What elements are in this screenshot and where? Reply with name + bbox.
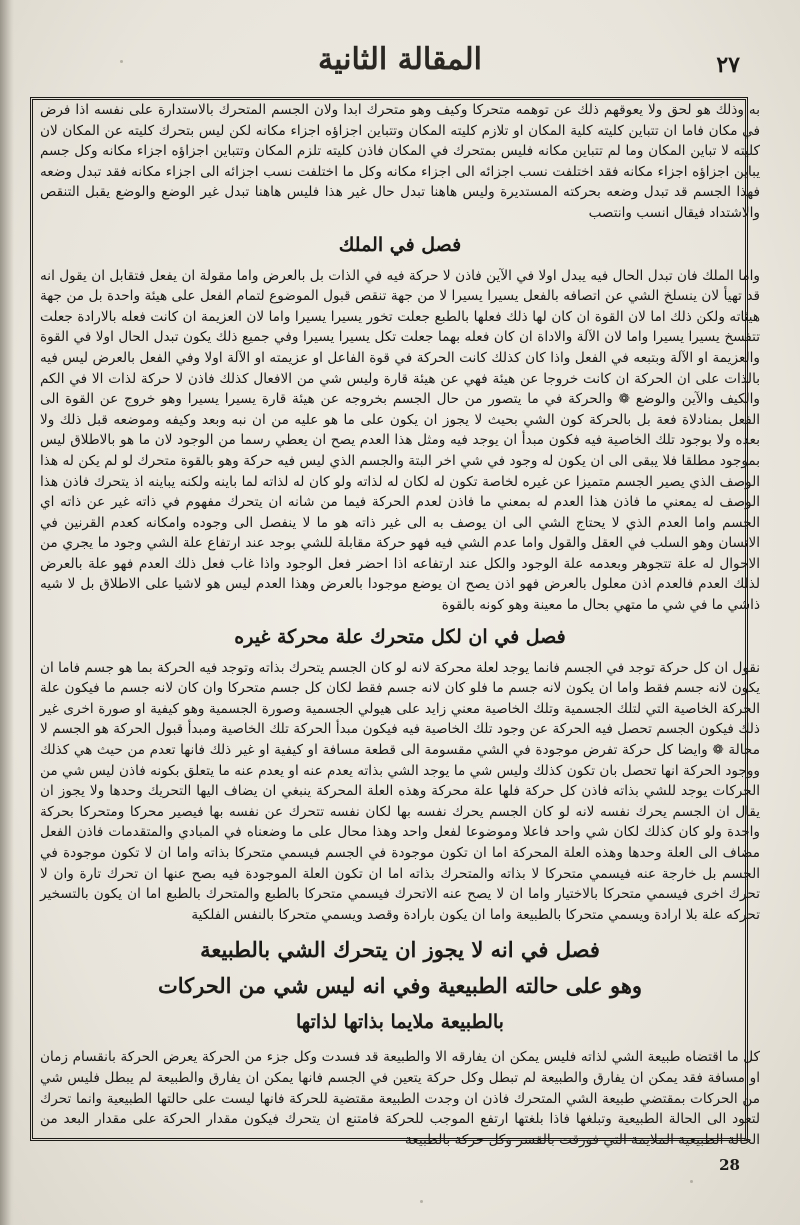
main-text [40,100,760,1148]
section-heading-kingship: فصل في الملك [338,233,462,256]
section-heading-natural-motion-line-3: بالطبيعة ملايما بذاتها لذاتها [296,1011,504,1034]
section-heading-natural-motion-line-2: وهو على حالته الطبيعية وفي انه ليس شي من الحركات [157,973,643,999]
running-head [60,38,740,88]
section-heading-natural-motion-line-1: فصل في انه لا يجوز ان يتحرك الشي بالطبيعة [200,937,600,963]
paper-speck [420,1200,423,1203]
page-binding-shadow [0,0,14,1225]
page-number-bottom: 28 [719,1156,740,1174]
paper-speck [690,1180,693,1183]
page-number-top: ٢٧ [716,52,740,78]
section-paragraph: واما الملك فان تبدل الحال فيه يبدل اولا في الآين فاذن لا حركة فيه في الذات بل بالعرض واما مقولة ان يفعل فتقابل ان يقول انه قد تهيأ لان ينسلخ الشي عن اتصافه بالفعل يسيرا يسيرا لا من جهة تنقص قبول الموضوع لتمام الفعل على هيئة واحدة بل من جهة هيئاته ولكن ذلك اما لان القوة ان كان لها ذلك فعلها بالطبع جعلت تخور يسيرا يسيرا واما لان العزيمة ان كانت فعله بالارادة جعلت تتفسخ يسيرا يسيرا واما لان الآلة والاداة ان كان فعله بهما جعلت تكل يسيرا يسيرا وفي جميع ذلك يكون تبدل الحال اولا في القوة والعزيمة او الآلة وبتبعه في الفعل واذا كان كذلك كانت الحركة في قوة الفاعل او عزيمته او الآلة اولا وفي الفعل بالعرض ليس فيه بالذات على ان الحركة ان كانت خروجا عن هيئة فهي عن هيئة قارة وليس شي من الافعال كذلك فاذن لا حركة لذات الا في الكم والكيف والآين والوضع ❁ والحركة في ما يتصور من حال الجسم بخروجه عن هيئة قارة يسيرا يسيرا وهو خروج عن القوة الى الفعل بمنادلاة فعة بل بالحركة كون الشي بحيث لا يجوز ان يكون على ما هو عليه من ان نبه وبعد وكيفه وموضعه قبل ذلك ولا بعده ولا بوجود تلك الخاصية فيه فكون مبدأ ان يوجد فيه ومثل هذا العدم يصح ان يعطي رسما من الوجود لان ما هو بالاطلاق ليس بموجود مطلقا فلا يبقى الى ان يكون له وجود في شي اخر البتة والجسم الذي ليس فيه حركة وهو بالقوة متحرك لو لم يكن له هذا الوصف الذي يصير الجسم متميزا عن غيره لخاصة تكون له لكان له لذاته ولو كان له لذاته لما باينه ولكنه يباينه اذ يتحرك فاذن هذا الوصف له يمعني ما فاذن هذا العدم له بمعني ما فاذن لعدم الحركة فيما من شانه ان يتحرك مفهوم في ذاته غير عن ذاته اي الجسم واما العدم الذي لا يحتاج الشي الى ان يوصف به الى غير ذاته هو ما لا ينفصل الى وجوده وامكانه كعدم القرنين في الانسان وهو السلب في العقل والقول واما عدم الشي فيه فهو حركة مقابلة للشي بوجد عند ارتفاع علة الشي وجود ما يجري من الاحوال له علة تتجوهر وبعدمه علة الوجود والكل عند ارتفاعه اذا احضر فعل الوجود واذا غاب فعل ذلك العدم فهو علة بالعرض لذلك العدم فالعدم اذن معلول بالعرض فهو اذن يصح ان يوضع موجودا بالعرض وهذا العدم ليس هو لاشيا على الاطلاق بل لا شيه ذاشي ما في شي ما متهي بحال ما معينة وهو كونه بالقوة [40,267,760,614]
intro-paragraph: به وذلك هو لحق ولا يعوقهم ذلك عن توهمه متحركا وكيف وهو متحرك ابدا ولان الجسم المتحرك بالاستدارة على نفسه اذا فرض في مكان فاما ان تتباين كليته كلية المكان او تلازم كليته المكان وتتباين اجزاؤه اجزاء مكانه لكن ليس بتحرك كليته عن المكان لان كليته لا تباين المكان وما لم تتباين مكانه فليس بمتحرك في المكان فاذن كليته تلزم المكان وتتباين اجزاؤه اجزاء مكانه وكل جسم يباين اجزاؤه اجزاء مكانه فقد اختلفت نسب اجزائه الى اجزاء مكانه وكل ما اختلفت نسب اجزائه الى اجزاء مكانه فقد تبدل وضعه فهذا الجسم قد تبدل وضعه بحركته المستديرة وليس هاهنا تبدل حال غير هذا فليس هاهنا تبدل غير الوضع والوضع يقبل التنقص والاشتداد فيقال انسب وانتصب [40,102,760,221]
running-title: المقالة الثانية [318,42,482,77]
section-paragraph: نقول ان كل حركة توجد في الجسم فانما يوجد لعلة محركة لانه لو كان الجسم يتحرك بذاته وتوجد فيه الحركة بما هو جسم فاما ان يكون لانه جسم فقط واما ان يكون لانه جسم ما فلو كان لانه جسم فقط لكان كل جسم متحركا وان كان لانه جسم ما فيكون علة الحركة الخاصية التي لتلك الجسمية وتلك الخاصية معني زايد على هيولي الجسمية وصورة الجسمية وهو كيفية او صورة اخرى غير ذلك فيكون الجسم تحصل فيه الحركة عن وجود تلك الخاصية فيه فيكون مبدأ الحركة تلك الخاصية ومبدأ قبول الحركة هو الجسم لا محالة ❁ وايضا كل حركة تفرض موجودة في الشي مقسومة الى قطعة مسافة او كيفية او غير ذلك فانها تعدم من حيث هي كذلك ووجود الحركة انها تحصل بان تكون كذلك وليس شي ما يوجد الشي بذاته يعدم عنه او يعدم عنه ما يتعلق بكونه فاذن ليس شي من الحركات يوجد للشي بذاته فاذن كل حركة فلها علة محركة وهذه العلة المحركة ينبغي ان يضاف اليها التحريك وحدها ولا يجوز ان يقال ان الجسم يحرك نفسه لانه لو كان الجسم يحرك نفسه بها لكان نفسه تتحرك عن نفسه بها فيصير محركا ومتحركا بحركة واحدة ولو كان كذلك لكان شي واحد فاعلا وموضوعا لفعل واحد وهذا محال على ما وضعناه في المبادي والمتقدمات فاذن الفعل مضاف الى العلة وحدها وهذه العلة المحركة اما ان تكون موجودة في الجسم فيسمي متحركا بذاته واما ان لا تكون موجودة في الجسم بل خارجة عنه فيسمي متحركا لا بذاته والمتحرك بذاته اما ان تكون العلة الموجودة فيه بصح عنها ان تحرك تارة وان لا تحرك اخرى فيسمي متحركا بالاختيار واما ان لا يصح عنه الاتحرك فيسمي متحركا بالطبع والمتحرك بالطبع اما ان يكون بالتسخير تحركه علة بلا ارادة ويسمي متحركا بالطبيعة واما ان يكون بارادة وقصد ويسمي متحركا بالنفس الفلكية [40,659,760,923]
section-heading-mover-cause: فصل في ان لكل متحرك علة محركة غيره [234,625,566,648]
section-paragraph: كل ما اقتضاه طبيعة الشي لذاته فليس يمكن ان يفارقه الا والطبيعة قد فسدت وكل جزء من الحركة يعرض الحركة بانقسام زمان او مسافة فقد يمكن ان يفارق والطبيعة لم تبطل وكل حركة يتعين في الجسم فانها يمكن ان يفارق والطبيعة لم يبطل فليس شي من الحركات بمقتضي طبيعة الشي المتحرك فاذن ان وجدت الطبيعة مقتضية للحركة فانها ليست على حالتها الطبيعية وانما تحرك لتعود الى الحالة الطبيعية وتبلغها فاذا بلغتها ارتفع الموجب للحركة فامتنع ان يتحرك فيكون مقدار الحركة على مقدار البعد من الحالة الطبيعية الملايمة التي فورقت بالقسر وكل حركة بالطبيعة [40,1049,760,1148]
paper-speck [120,60,123,63]
